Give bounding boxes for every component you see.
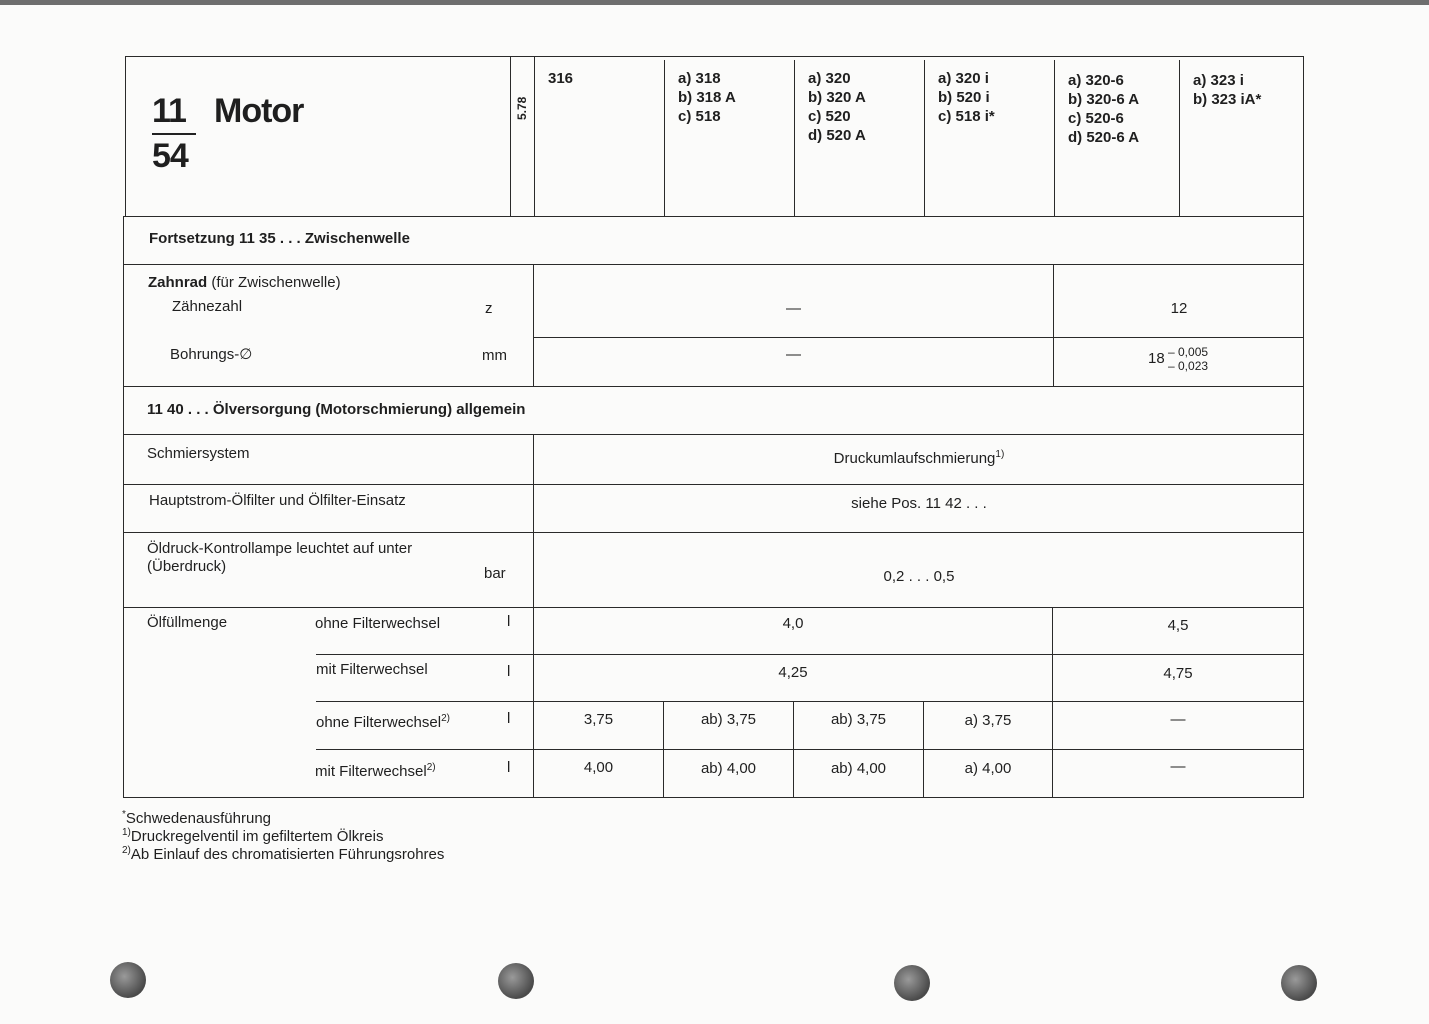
hauptstrom-value: siehe Pos. 11 42 . . . (851, 495, 987, 512)
fill-row-3-label: ohne Filterwechsel$^{2)}$ (316, 713, 450, 731)
fill-row-4-value-b: — (1170, 758, 1186, 775)
fill-row-3-col-3: ab) 3,75 (830, 711, 887, 728)
fill-row-4-label: mit Filterwechsel$^{2)}$ (315, 762, 436, 780)
bohrung-value-b: 18 (1148, 350, 1165, 367)
binder-hole-4 (1281, 965, 1317, 1001)
fill-row-3-col-2: ab) 3,75 (700, 711, 757, 728)
model-col-4: a) 320 i b) 520 i c) 518 i* (938, 70, 995, 125)
fill-row-4-col-1: 4,00 (583, 759, 614, 776)
section2-title: 11 40 . . . Ölversorgung (Motorschmierung) allgemein (147, 401, 526, 418)
fill-row-1-value-b: 4,5 (1167, 617, 1189, 634)
hauptstrom-label: Hauptstrom-Ölfilter und Ölfilter-Einsatz (149, 492, 406, 509)
zaehnezahl-label: Zähnezahl (172, 298, 243, 315)
zaehnezahl-value-a: — (786, 300, 801, 317)
section-number: 11 (152, 92, 186, 130)
fill-row-4-col-4: a) 4,00 (964, 760, 1012, 777)
fill-row-3-col-1: 3,75 (583, 711, 614, 728)
model-col-3: a) 320 b) 320 A c) 520 d) 520 A (808, 70, 866, 144)
fill-row-2-label: mit Filterwechsel (316, 661, 428, 678)
oelfuell-label: Ölfüllmenge (147, 614, 228, 631)
section1-title: Fortsetzung 11 35 . . . Zwischenwelle (149, 230, 410, 247)
footnote-star: *Schwedenausführung (122, 809, 272, 827)
fill-row-2-value-a: 4,25 (778, 664, 808, 681)
version-label: 5.78 (515, 96, 529, 120)
footnote-1: $^{1)}$Druckregelventil im gefiltertem Ölkreis (122, 827, 384, 845)
model-col-2: a) 318 b) 318 A c) 518 (678, 70, 736, 125)
model-col-6: a) 323 i b) 323 iA* (1193, 72, 1262, 108)
sub-number: 54 (152, 137, 188, 175)
fill-row-4-col-2: ab) 4,00 (700, 760, 757, 777)
model-col-1: 316 (548, 70, 574, 87)
oeldruck-label-line2: (Überdruck) (147, 558, 227, 575)
bohrung-label: Bohrungs-∅ (170, 346, 253, 363)
page-title: Motor (214, 92, 304, 130)
fill-row-1-unit: l (507, 613, 511, 630)
schmier-label: Schmiersystem (147, 445, 250, 462)
fill-row-1-label: ohne Filterwechsel (315, 615, 441, 632)
fill-row-3-col-4: a) 3,75 (964, 712, 1012, 729)
scan-top-edge (0, 0, 1429, 5)
footnote-2: $^{2)}$Ab Einlauf des chromatisierten Führungsrohres (122, 845, 445, 863)
oeldruck-value: 0,2 . . . 0,5 (883, 568, 955, 585)
section-fraction-line (152, 133, 196, 135)
oeldruck-unit: bar (484, 565, 506, 582)
schmier-value: Druckumlaufschmierung$^{1)}$ (833, 449, 1005, 467)
fill-row-2-value-b: 4,75 (1163, 665, 1193, 682)
fill-row-2-unit: l (507, 663, 511, 680)
bohrung-value-a: — (786, 346, 801, 363)
zaehnezahl-value-b: 12 (1170, 300, 1188, 317)
bohrung-tolerance-upper: – 0,005 (1168, 345, 1209, 359)
binder-hole-2 (498, 963, 534, 999)
binder-hole-3 (894, 965, 930, 1001)
fill-row-4-unit: l (507, 759, 511, 776)
fill-row-4-col-3: ab) 4,00 (830, 760, 887, 777)
model-col-5: a) 320-6 b) 320-6 A c) 520-6 d) 520-6 A (1068, 72, 1140, 146)
bohrung-tolerance-lower: – 0,023 (1168, 359, 1209, 373)
fill-row-1-value-a: 4,0 (782, 615, 804, 632)
binder-hole-1 (110, 962, 146, 998)
zahnrad-heading: Zahnrad (für Zwischenwelle) (148, 274, 341, 291)
fill-row-3-value-b: — (1170, 711, 1186, 728)
fill-row-3-unit: l (507, 710, 511, 727)
bohrung-unit: mm (482, 347, 507, 364)
oeldruck-label-line1: Öldruck-Kontrollampe leuchtet auf unter (147, 540, 413, 557)
zaehnezahl-unit: z (485, 300, 493, 317)
